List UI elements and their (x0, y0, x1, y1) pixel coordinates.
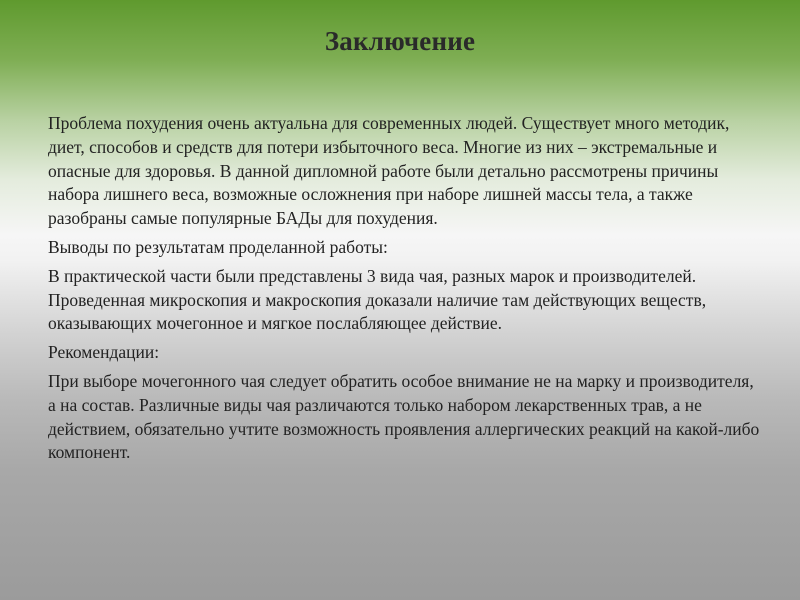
paragraph-recommendations-heading: Рекомендации: (48, 342, 160, 363)
paragraph-practical-part: В практической части были представлены 3 вида чая, разных марок и производителей. Проведенная микроскопия и макроскопия доказали наличие там действующих веществ, оказывающих мочегонное и мягкое послабляющее действие. (48, 265, 707, 334)
paragraph-problem: Проблема похудения очень актуальна для современных людей. Существует много методик, диет, способов и средств для потери избыточного веса. Многие из них – экстремальные и опасные для здоровья. В данной дипломной работе были детально рассмотрены причины набора лишнего веса, возможные осложнения при наборе лишней массы тела, а также разобраны самые популярные БАДы для похудения. (48, 113, 730, 229)
slide-body (48, 112, 760, 470)
slide-title: Заключение (324, 26, 476, 56)
paragraph-conclusions-heading: Выводы по результатам проделанной работы: (48, 236, 388, 257)
paragraph-recommendations: При выборе мочегонного чая следует обратить особое внимание не на марку и производителя, а на состав. Различные виды чая различаются только набором лекарственных трав, а не действием, обязательно учтите возможность проявления аллергических реакций на какой-либо компонент. (48, 370, 760, 463)
